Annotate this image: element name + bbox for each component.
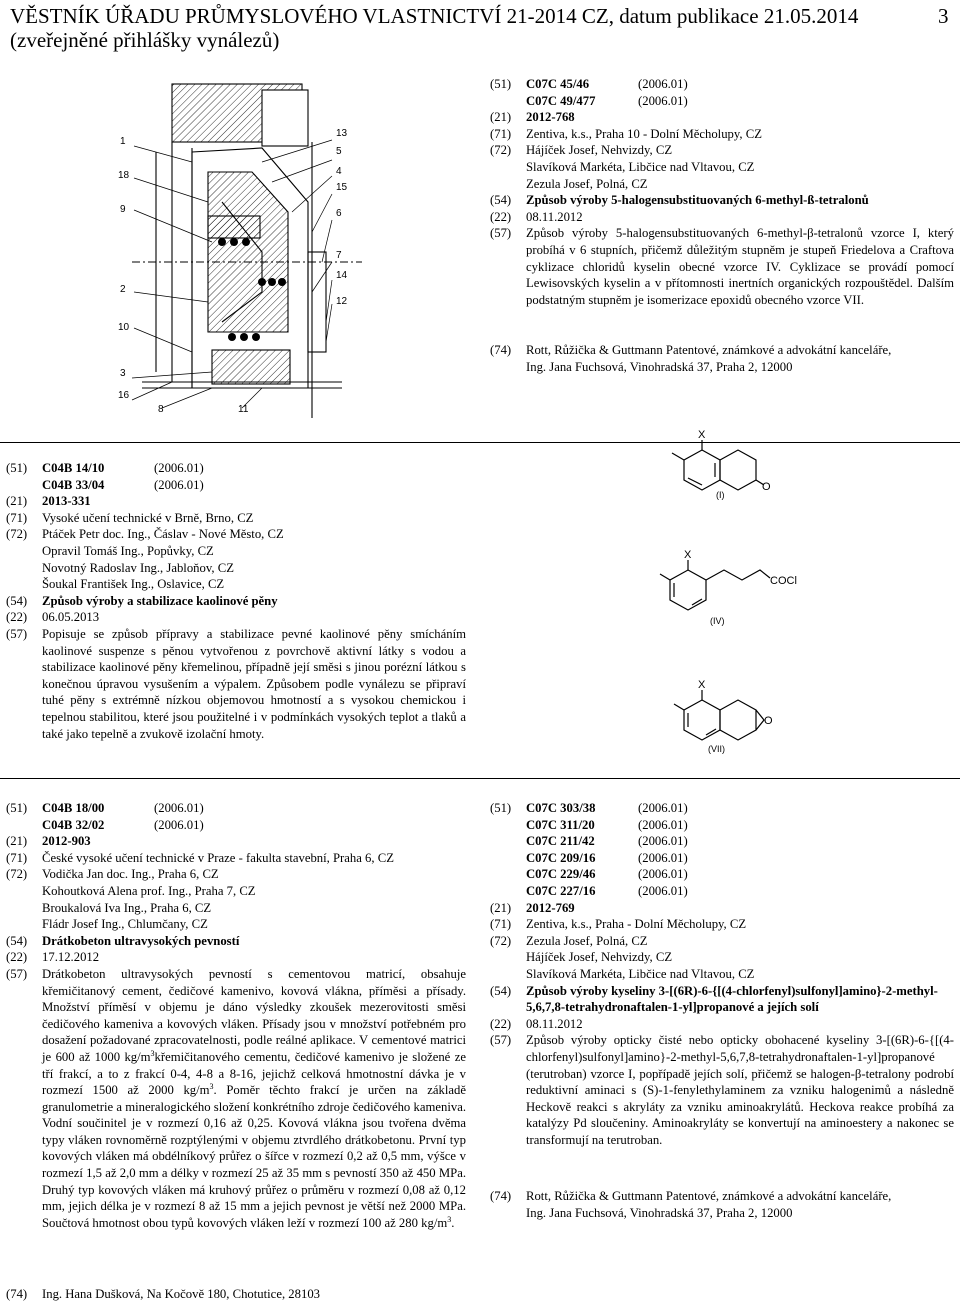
inventors: Zezula Josef, Polná, CZ Hájíček Josef, Nehvizdy, CZ Slavíková Markéta, Libčice nad Vltavou, CZ <box>526 933 755 981</box>
patent-entry-2012-769: (51) C07C 303/38 (2006.01) C07C 311/20 (2006.01) C07C 211/42 (2006.01) C07C 209/16 (2006.01) C07C 229/46 (2006.01) C07C 227/16 (2006.01) (21) 2012-769 (71) Zentiva, k.s., Praha - Dolní Měcholupy, CZ (72) Zezula Josef, Polná, CZ Hájíček Josef, Nehvizdy, CZ Slavíková Markéta, Libčice nad Vltavou, CZ (54) Způsob výroby kyseliny 3-[(6R)-6-{[(4-chlorfenyl)sulfonyl]amino}-2-methyl-5,6,7,8-tetrahydronaftalen-1-yl]propanové a jejích solí (22) 08.11.2012 (57) Způsob výroby opticky čisté nebo opticky obohacené kyseliny 3-[(6R)-6-{[(4-chlorfenyl)sulfonyl]amino}-2-methyl-5,6,7,8-tetrahydronaftalen-1-yl]propanové (terutroban) vzorce I, popřípadě jejích solí, přičemž se halogen-β-tetralony podrobí reduktivní aminaci s (S)-1-fenylethylaminem za vzniku halogenimů a následně Heckově reakci s akryláty za vzniku aminoakrylátů. Heckova reakce probíhá za katalýzy Pd sloučeniny. Aminoakryláty se konvertují na aminoestery a nakonec se transformují na terutroban. (74) Rott, Růžička & Guttmann Patentové, známkové a advokátní kanceláře, Ing. Jana Fuchsová, Vinohradská 37, Praha 2, 12000 <box>490 801 954 1221</box>
application-number: 2013-331 <box>42 494 91 509</box>
svg-text:18: 18 <box>118 170 130 181</box>
svg-text:9: 9 <box>120 204 126 215</box>
filing-date: 08.11.2012 <box>526 1016 583 1031</box>
applicant: Zentiva, k.s., Praha 10 - Dolní Měcholupy, CZ <box>526 126 762 141</box>
application-number: 2012-768 <box>526 110 575 125</box>
applicant: Vysoké učení technické v Brně, Brno, CZ <box>42 510 254 525</box>
abstract: Popisuje se způsob přípravy a stabilizace pevné kaolinové pěny smícháním kaolinové suspenze s pěnou vytvořenou z povrchově aktivní látky s vodou a stabilizace kaolinové pěny křemelinou, případně její směsi s jinou porézní látkou s konečnou úpravou vysušením a výpalem. Způsobem podle vynálezu se připraví tuhé pěny s extrémně nízkou objemovou hmotností a s vysokou chemickou i tepelnou stabilitou, které jsou použitelné i v podmínkách vysokých teplot a tlaků a také jako tepelně a zvukově izolační hmoty. <box>42 626 466 741</box>
svg-text:12: 12 <box>336 296 348 307</box>
chemical-formulas <box>640 428 820 760</box>
filing-date: 17.12.2012 <box>42 950 100 965</box>
divider <box>0 778 960 779</box>
inventors: Ptáček Petr doc. Ing., Čáslav - Nové Město, CZ Opravil Tomáš Ing., Popůvky, CZ Novotný Radoslav Ing., Jabloňov, CZ Šoukal František Ing., Oslavice, CZ <box>42 527 284 592</box>
svg-text:X: X <box>698 679 706 691</box>
invention-title: Způsob výroby a stabilizace kaolinové pěny <box>42 593 278 608</box>
svg-text:X: X <box>698 429 706 441</box>
applicant: Zentiva, k.s., Praha - Dolní Měcholupy, CZ <box>526 917 747 932</box>
svg-text:O: O <box>764 715 773 727</box>
abstract: Způsob výroby opticky čisté nebo opticky obohacené kyseliny 3-[(6R)-6-{[(4-chlorfenyl)sulfonyl]amino}-2-methyl-5,6,7,8-tetrahydronaftalen-1-yl]propanové (terutroban) vzorce I, popřípadě jejích solí, přičemž se halogen-β-tetralony podrobí reduktivní aminaci s (S)-1-fenylethylaminem za vzniku halogenimů a následně Heckově reakci s akryláty za vzniku aminoakrylátů. Heckova reakce probíhá za katalýzy Pd sloučeniny. Aminoakryláty se konvertují na aminoestery a nakonec se transformují na terutroban. <box>526 1033 954 1147</box>
svg-text:16: 16 <box>118 390 130 401</box>
svg-text:11: 11 <box>238 404 249 415</box>
filing-date: 08.11.2012 <box>526 209 583 224</box>
svg-text:1: 1 <box>120 136 126 147</box>
svg-text:O: O <box>762 481 771 493</box>
application-number: 2012-903 <box>42 834 91 849</box>
svg-text:13: 13 <box>336 128 348 139</box>
svg-text:4: 4 <box>336 166 342 177</box>
classification: (51) C07C 303/38 (2006.01) C07C 311/20 (2006.01) C07C 211/42 (2006.01) C07C 209/16 (2006.01) C07C 229/46 (2006.01) C07C 227/16 (2006.01) <box>490 801 688 898</box>
journal-subtitle: (zveřejněné přihlášky vynálezů) <box>10 28 280 52</box>
footer-attorney: (74) Ing. Hana Dušková, Na Kočově 180, Chotutice, 28103 <box>6 1286 906 1303</box>
inventors: Vodička Jan doc. Ing., Praha 6, CZ Kohoutková Alena prof. Ing., Praha 7, CZ Broukalová Iva Ing., Praha 6, CZ Fládr Josef Ing., Chlumčany, CZ <box>42 867 256 932</box>
attorney: Ing. Hana Dušková, Na Kočově 180, Chotutice, 28103 <box>42 1287 321 1301</box>
technical-drawing <box>112 82 380 418</box>
invention-title: Způsob výroby 5-halogensubstituovaných 6-methyl-ß-tetralonů <box>526 193 869 208</box>
applicant: České vysoké učení technické v Praze - fakulta stavební, Praha 6, CZ <box>42 850 394 865</box>
journal-title: VĚSTNÍK ÚŘADU PRŮMYSLOVÉHO VLASTNICTVÍ 21-2014 CZ, datum publikace 21.05.2014 <box>10 4 859 28</box>
filing-date: 06.05.2013 <box>42 610 100 625</box>
patent-entry-2013-331: (51) C04B 14/10 (2006.01) C04B 33/04 (2006.01) (21) 2013-331 (71) Vysoké učení technické v Brně, Brno, CZ (72) Ptáček Petr doc. Ing., Čáslav - Nové Město, CZ Opravil Tomáš Ing., Popůvky, CZ Novotný Radoslav Ing., Jabloňov, CZ Šoukal František Ing., Oslavice, CZ (54) Způsob výroby a stabilizace kaolinové pěny (22) 06.05.2013 (57) Popisuje se způsob přípravy a stabilizace pevné kaolinové pěny smícháním kaolinové suspenze s pěnou vytvořenou z povrchově aktivní látky s vodou a stabilizace kaolinové pěny křemelinou, případně její směsi s jinou porézní látkou s konečnou úpravou vysušením a výpalem. Způsobem podle vynálezu se připraví tuhé pěny s extrémně nízkou objemovou hmotností a s vysokou chemickou i tepelnou stabilitou, které jsou použitelné i v podmínkách vysokých teplot a tlaků a také jako tepelně a zvukově izolační hmoty. <box>6 461 466 741</box>
bearing-assembly-drawing <box>112 82 380 418</box>
svg-text:8: 8 <box>158 404 164 415</box>
patent-entry-2012-768: (51) C07C 45/46 (2006.01) C07C 49/477 (2006.01) (21) 2012-768 (71) Zentiva, k.s., Praha 10 - Dolní Měcholupy, CZ (72) Hájíček Josef, Nehvizdy, CZ Slavíková Markéta, Libčice nad Vltavou, CZ Zezula Josef, Polná, CZ (54) Způsob výroby 5-halogensubstituovaných 6-methyl-ß-tetralonů (22) 08.11.2012 (57) Způsob výroby 5-halogensubstituovaných 6-methyl-β-tetralonů vzorce I, který probíhá v 6 stupních, přičemž důležitým stupněm je stupeň Friedelova a Craftova cyklizace chloridů kyselin obecné vzorce IV. Cyklizace se provádí pomocí Lewisovských kyselin a v přítomnosti inertních organických rozpouštědel. Dalším podstatným stupněm je isomerizace epoxidů obecného vzorce VII. (74) Rott, Růžička & Guttmann Patentové, známkové a advokátní kanceláře, Ing. Jana Fuchsová, Vinohradská 37, Praha 2, 12000 <box>490 77 954 374</box>
classification: (51) C07C 45/46 (2006.01) C07C 49/477 (2006.01) <box>490 77 688 108</box>
page-number: 3 <box>938 4 949 28</box>
inventors: Hájíček Josef, Nehvizdy, CZ Slavíková Markéta, Libčice nad Vltavou, CZ Zezula Josef, Polná, CZ <box>526 143 755 191</box>
abstract: Způsob výroby 5-halogensubstituovaných 6-methyl-β-tetralonů vzorce I, který probíhá v 6 stupních, přičemž důležitým stupněm je stupeň Friedelova a Craftova cyklizace chloridů kyselin obecné vzorce IV. Cyklizace se provádí pomocí Lewisovských kyselin a v přítomnosti inertních organických rozpouštědel. Dalším podstatným stupněm je isomerizace epoxidů obecného vzorce VII. <box>526 226 954 307</box>
invention-title: Drátkobeton ultravysokých pevností <box>42 933 240 948</box>
svg-text:14: 14 <box>336 270 348 281</box>
svg-text:15: 15 <box>336 182 348 193</box>
patent-entry-2012-903: (51) C04B 18/00 (2006.01) C04B 32/02 (2006.01) (21) 2012-903 (71) České vysoké učení technické v Praze - fakulta stavební, Praha 6, CZ (72) Vodička Jan doc. Ing., Praha 6, CZ Kohoutková Alena prof. Ing., Praha 7, CZ Broukalová Iva Ing., Praha 6, CZ Fládr Josef Ing., Chlumčany, CZ (54) Drátkobeton ultravysokých pevností (22) 17.12.2012 (57) Drátkobeton ultravysokých pevností s cementovou matricí, obsahuje křemičitanový cement, čedičové kamenivo, kovová vlákna, příměsi a přísady. Množství příměsí v objemu je dáno výsledky zkoušek mezerovitosti směsi čedičového kameniva a kovových vláken. Přísady jsou v množství potřebném pro dosažení požadované zpracovatelnosti, podle reálné aplikace. V cementové matrici je 600 až 1000 $kg/m^3křemičitanového$ cementu, čedičové kamenivo je složené ze tří frakcí, a to z frakcí 0-4, 4-8 a 8-16, jejichž celková hmotnostní dávka je v rozmezí 1500 až 2000 $kg/m^3$. Poměr těchto frakcí je určen na základě granulometrie a mineralogického složení konkrétního zdroje čedičového kameniva. Vodní součinitel je v rozmezí 0,16 až 0,25. Kovová vlákna jsou tvořena dvěma typy vláken rovnoměrně rozptýlenými v objemu ztvrdlého drátkobetonu. První typ kovových vláken má obdélníkový průřez o šířce v rozmezí 0,2 až 0,5 mm, výšce v rozmezí 1,5 až 2,0 mm a délky v rozmezí 25 až 35 mm s pevností 350 až 450 MPa. Druhý typ kovových vláken má kruhový průřez o průměru v rozmezí 0,08 až 0,12 mm, jejich délka je v rozmezí 8 až 15 mm a jejich pevnost je větší než 2000 MPa. Součtová hmotnost obou typů kovových vláken leží v rozmezí 100 až 280 $kg/m^3$. <box>6 801 466 1230</box>
svg-text:COCl: COCl <box>770 575 797 587</box>
attorney: Rott, Růžička & Guttmann Patentové, známkové a advokátní kanceláře, Ing. Jana Fuchsová, Vinohradská 37, Praha 2, 12000 <box>526 343 892 374</box>
classification: (51) C04B 14/10 (2006.01) C04B 33/04 (2006.01) <box>6 461 204 492</box>
classification: (51) C04B 18/00 (2006.01) C04B 32/02 (2006.01) <box>6 801 204 832</box>
svg-text:2: 2 <box>120 284 126 295</box>
formula-structures <box>640 428 820 760</box>
svg-text:6: 6 <box>336 208 342 219</box>
application-number: 2012-769 <box>526 900 575 915</box>
svg-text:10: 10 <box>118 322 130 333</box>
svg-text:(VII): (VII) <box>708 744 725 754</box>
svg-text:3: 3 <box>120 368 126 379</box>
svg-text:X: X <box>684 549 692 561</box>
abstract: Drátkobeton ultravysokých pevností s cementovou matricí, obsahuje křemičitanový cement, čedičové kamenivo, kovová vlákna, příměsi a přísady. Množství příměsí v objemu je dáno výsledky zkoušek mezerovitosti směsi čedičového kameniva a kovových vláken. Přísady jsou v množství potřebném pro dosažení požadované zpracovatelnosti, podle reálné aplikace. V cementové matrici je 600 až 1000 $kg/m^3křemičitanového$ cementu, čedičové kamenivo je složené ze tří frakcí, a to z frakcí 0-4, 4-8 a 8-16, jejichž celková hmotnostní dávka je v rozmezí 1500 až 2000 $kg/m^3$. Poměr těchto frakcí je určen na základě granulometrie a mineralogického složení konkrétního zdroje čedičového kameniva. Vodní součinitel je v rozmezí 0,16 až 0,25. Kovová vlákna jsou tvořena dvěma typy vláken rovnoměrně rozptýlenými v objemu ztvrdlého drátkobetonu. První typ kovových vláken má obdélníkový průřez o šířce v rozmezí 0,2 až 0,5 mm, výšce v rozmezí 1,5 až 2,0 mm a délky v rozmezí 25 až 35 mm s pevností 350 až 450 MPa. Druhý typ kovových vláken má kruhový průřez o průměru v rozmezí 0,08 až 0,12 mm, jejich délka je v rozmezí 8 až 15 mm a jejich pevnost je větší než 2000 MPa. Součtová hmotnost obou typů kovových vláken leží v rozmezí 100 až 280 $kg/m^3$. <box>42 966 466 1230</box>
invention-title: Způsob výroby kyseliny 3-[(6R)-6-{[(4-chlorfenyl)sulfonyl]amino}-2-methyl-5,6,7,8-tetrahydronaftalen-1-yl]propanové a jejích solí <box>526 983 938 1015</box>
svg-text:5: 5 <box>336 146 342 157</box>
svg-text:(I): (I) <box>716 490 725 500</box>
svg-text:7: 7 <box>336 250 342 261</box>
journal-header <box>10 4 949 52</box>
attorney: Rott, Růžička & Guttmann Patentové, známkové a advokátní kanceláře, Ing. Jana Fuchsová, Vinohradská 37, Praha 2, 12000 <box>526 1189 892 1221</box>
svg-text:(IV): (IV) <box>710 616 725 626</box>
